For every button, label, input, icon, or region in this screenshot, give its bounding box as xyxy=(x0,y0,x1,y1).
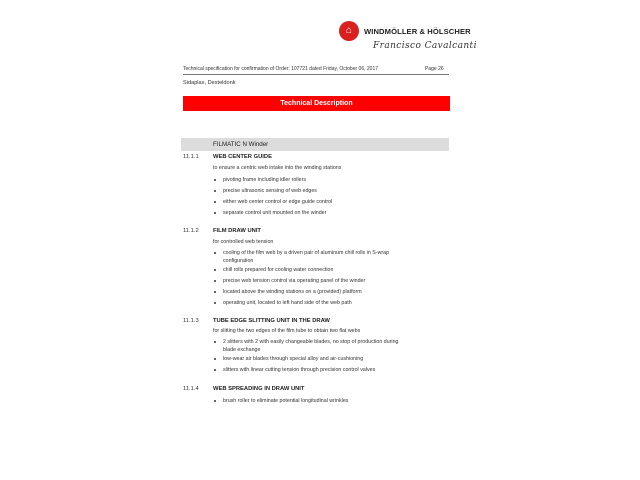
list-item: precise web tension control via operating panel of the winder xyxy=(223,278,366,284)
header-divider xyxy=(183,74,449,75)
item-title: FILM DRAW UNIT xyxy=(213,228,261,234)
section-title-bar xyxy=(183,96,450,111)
list-item: pivoting frame including idler rollers xyxy=(223,177,307,183)
bullet-dot xyxy=(214,280,216,282)
item-title: WEB CENTER GUIDE xyxy=(213,154,272,160)
company-logo-icon xyxy=(339,21,359,41)
machine-heading: FILMATIC N Winder xyxy=(213,141,269,148)
list-item: located above the winding stations on a (provided) platform xyxy=(223,289,362,295)
bullet-dot xyxy=(214,302,216,304)
bullet-dot xyxy=(214,358,216,360)
spec-line: Technical specification for confirmation of Order: 107721 dated Friday, October 06, 2017 xyxy=(183,66,379,72)
brand-name: WINDMÖLLER & HÖLSCHER xyxy=(364,27,471,36)
item-number: 11.1.4 xyxy=(183,386,199,392)
page-number: Page 26 xyxy=(425,66,444,72)
customer-name: Sidaplax, Desteldonk xyxy=(183,80,236,86)
list-item: either web center control or edge guide control xyxy=(223,199,333,205)
logo-glyph: ⌂ xyxy=(345,25,353,36)
item-title: WEB SPREADING IN DRAW UNIT xyxy=(213,386,305,392)
list-item: cooling of the film web by a driven pair of aluminum chill rolls in S-wrap configuration xyxy=(223,250,390,264)
bullet-dot xyxy=(214,252,216,254)
bullet-dot xyxy=(214,201,216,203)
bullet-dot xyxy=(214,369,216,371)
bullet-dot xyxy=(214,400,216,402)
item-number: 11.1.1 xyxy=(183,154,199,160)
list-item: slitters with linear cutting tension through precision control valves xyxy=(223,367,376,373)
item-number: 11.1.2 xyxy=(183,228,199,234)
list-item: brush roller to eliminate potential longitudinal wrinkles xyxy=(223,398,349,404)
list-item: chill rolls prepared for cooling water connection xyxy=(223,267,334,273)
list-item: separate control unit mounted on the winder xyxy=(223,210,327,216)
bullet-dot xyxy=(214,179,216,181)
bullet-dot xyxy=(214,291,216,293)
list-item: operating unit, located to left hand side of the web path xyxy=(223,300,352,306)
list-item: low-wear air blades through special alloy and air-cushioning xyxy=(223,356,364,362)
bullet-dot xyxy=(214,269,216,271)
bullet-dot xyxy=(214,190,216,192)
item-intro: for controlled web tension xyxy=(213,239,274,245)
list-item: precise ultrasonic sensing of web edges xyxy=(223,188,317,194)
bullet-dot xyxy=(214,341,216,343)
item-number: 11.1.3 xyxy=(183,318,199,324)
item-intro: to ensure a centric web intake into the winding stations xyxy=(213,165,342,171)
signature: Francisco Cavalcanti xyxy=(373,41,477,51)
item-intro: for slitting the two edges of the film tube to obtain two flat webs xyxy=(213,328,361,334)
bullet-dot xyxy=(214,212,216,214)
list-item: 2 slitters with 2 with easily changeable blades, no stop of production during blade exchange xyxy=(223,339,399,353)
item-title: TUBE EDGE SLITTING UNIT IN THE DRAW xyxy=(213,318,330,324)
section-title: Technical Description xyxy=(280,100,353,107)
